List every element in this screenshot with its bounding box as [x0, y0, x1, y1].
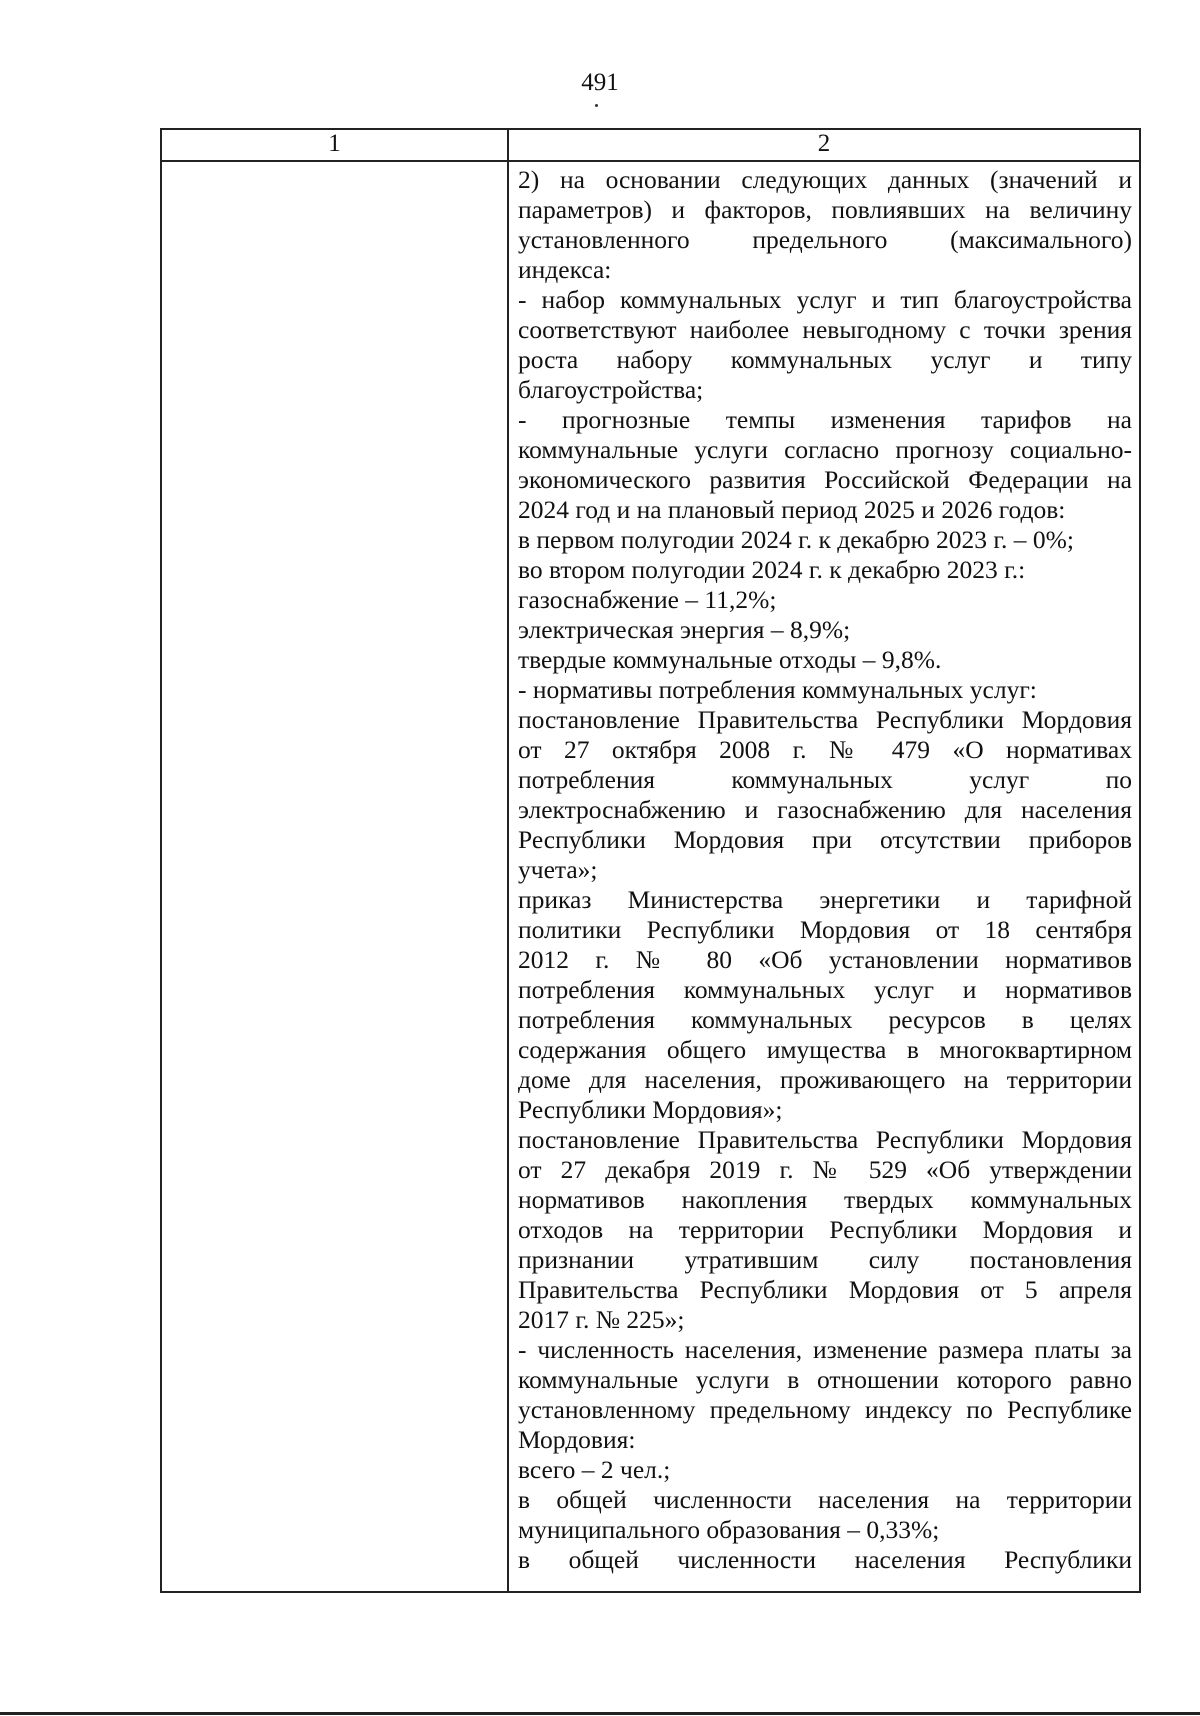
- text-line: политики Республики Мордовия от 18 сентября: [518, 915, 1132, 944]
- text-line: коммунальные услуги согласно прогнозу социально-: [518, 435, 1132, 464]
- text-line: муниципального образования – 0,33%;: [518, 1515, 940, 1544]
- text-line: от 27 октября 2008 г. № 479 «О нормативах: [518, 735, 1132, 764]
- text-line: в первом полугодии 2024 г. к декабрю 2023 г. – 0%;: [518, 525, 1074, 554]
- text-line: - прогнозные темпы изменения тарифов на: [518, 405, 1132, 434]
- text-line: нормативов накопления твердых коммунальных: [518, 1185, 1132, 1214]
- text-line: приказ Министерства энергетики и тарифной: [518, 885, 1132, 914]
- column-2-text-block: [518, 165, 1132, 1575]
- text-line: потребления коммунальных ресурсов в целях: [518, 1005, 1132, 1034]
- column-header-1: 1: [161, 129, 508, 161]
- document-table: [160, 128, 1141, 1593]
- text-line: постановление Правительства Республики Мордовия: [518, 1125, 1132, 1154]
- text-line: параметров) и факторов, повлиявших на величину: [518, 195, 1132, 224]
- text-line: твердые коммунальные отходы – 9,8%.: [518, 645, 942, 674]
- text-line: во втором полугодии 2024 г. к декабрю 2023 г.:: [518, 555, 1026, 584]
- text-line: электроснабжению и газоснабжению для населения: [518, 795, 1132, 824]
- text-line: установленному предельному индексу по Республике: [518, 1395, 1132, 1424]
- column-1-cell-empty: [161, 161, 508, 1592]
- text-line: 2) на основании следующих данных (значений и: [518, 165, 1132, 194]
- text-line: содержания общего имущества в многоквартирном: [518, 1035, 1132, 1064]
- text-line: соответствуют наиболее невыгодному с точки зрения: [518, 315, 1132, 344]
- text-line: постановление Правительства Республики Мордовия: [518, 705, 1132, 734]
- column-header-2: 2: [508, 129, 1140, 161]
- text-line: установленного предельного (максимального): [518, 225, 1132, 254]
- text-line: газоснабжение – 11,2%;: [518, 585, 777, 614]
- text-line: - численность населения, изменение размера платы за: [518, 1335, 1132, 1364]
- page-bottom-edge: [0, 1712, 1200, 1715]
- text-line: коммунальные услуги в отношении которого равно: [518, 1365, 1132, 1394]
- text-line: электрическая энергия – 8,9%;: [518, 615, 851, 644]
- table-body-row: [161, 161, 1140, 1592]
- text-line: 2012 г. № 80 «Об установлении нормативов: [518, 945, 1132, 974]
- text-line: Правительства Республики Мордовия от 5 апреля: [518, 1275, 1132, 1304]
- text-line: - нормативы потребления коммунальных услуг:: [518, 675, 1037, 704]
- text-line: индекса:: [518, 255, 612, 284]
- text-line: учета»;: [518, 855, 598, 884]
- text-line: Республики Мордовия»;: [518, 1095, 783, 1124]
- text-line: - набор коммунальных услуг и тип благоустройства: [518, 285, 1132, 314]
- scan-artifact-dot: [595, 104, 598, 107]
- text-line: всего – 2 чел.;: [518, 1455, 671, 1484]
- text-line: отходов на территории Республики Мордовия и: [518, 1215, 1132, 1244]
- text-line: роста набору коммунальных услуг и типу: [518, 345, 1132, 374]
- text-line: Мордовия:: [518, 1425, 636, 1454]
- text-line: Республики Мордовия при отсутствии приборов: [518, 825, 1132, 854]
- text-line: доме для населения, проживающего на территории: [518, 1065, 1132, 1094]
- text-line: признании утратившим силу постановления: [518, 1245, 1132, 1274]
- page-number: 491: [581, 69, 619, 96]
- text-line: от 27 декабря 2019 г. № 529 «Об утверждении: [518, 1155, 1132, 1184]
- text-line: потребления коммунальных услуг по: [518, 765, 1132, 794]
- column-2-cell: [508, 161, 1140, 1592]
- table-header-row: [161, 129, 1140, 161]
- text-line: в общей численности населения Республики: [518, 1545, 1132, 1574]
- text-line: экономического развития Российской Федерации на: [518, 465, 1132, 494]
- text-line: в общей численности населения на территории: [518, 1485, 1132, 1514]
- text-line: потребления коммунальных услуг и нормативов: [518, 975, 1132, 1004]
- text-line: благоустройства;: [518, 375, 704, 404]
- text-line: 2024 год и на плановый период 2025 и 2026 годов:: [518, 495, 1066, 524]
- text-line: 2017 г. № 225»;: [518, 1305, 685, 1334]
